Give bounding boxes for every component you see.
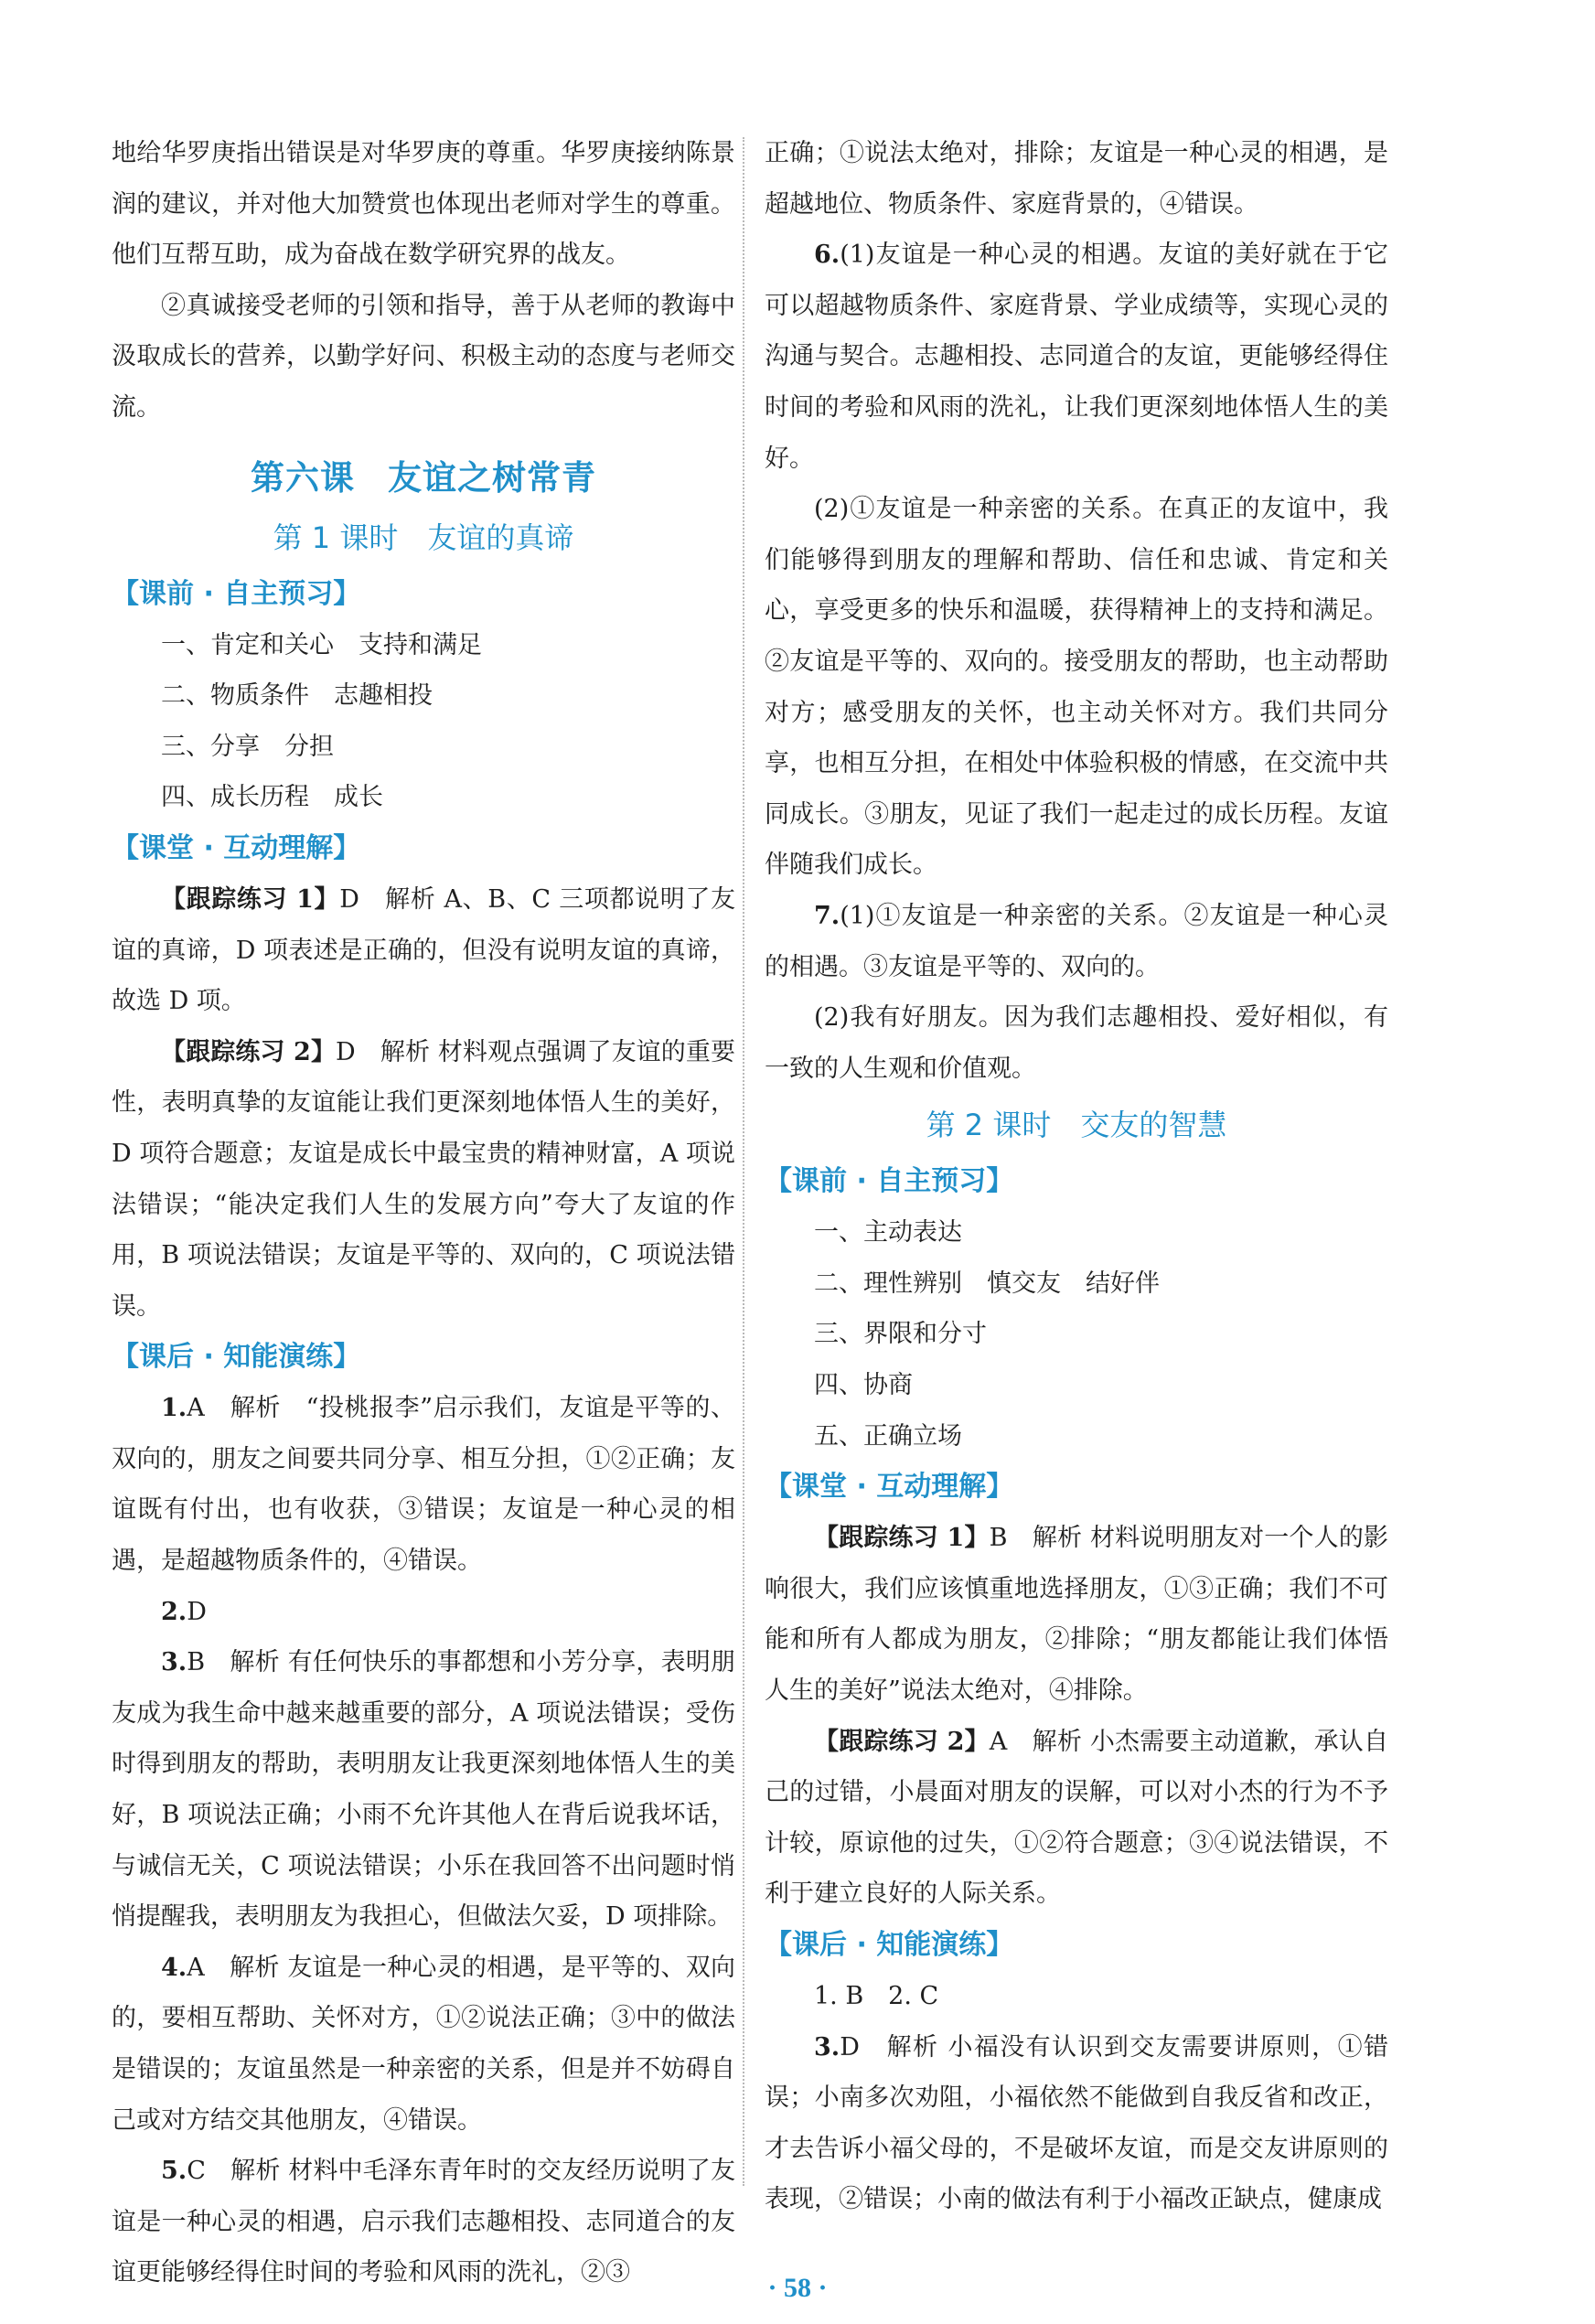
question-7-part-1 (765, 891, 1388, 992)
question-2 (112, 1587, 735, 1638)
section-class-heading: 【课堂 · 互动理解】 (112, 831, 361, 864)
period-1-title (112, 510, 735, 565)
column-divider (743, 137, 744, 2186)
track-exercise-1 (765, 1513, 1388, 1716)
question-number: 3. (161, 1648, 187, 1677)
preview-item: 二、理性辨别 慎交友 结好伴 (814, 1269, 1160, 1298)
section-class-heading: 【课堂 · 互动理解】 (765, 1471, 1014, 1504)
question-number: 3. (814, 2032, 840, 2062)
question-3 (765, 2022, 1388, 2225)
question-6-part-1 (765, 230, 1388, 484)
question-answer: C 解析 材料中毛泽东青年时的交友经历说明了友谊是一种心灵的相遇，启示我们志趣相投、志同道合的友谊更能够经得住时间的考验和风雨的洗礼，②③ (112, 2157, 735, 2287)
track-2-text: A 解析 小杰需要主动道歉，承认自己的过错，小晨面对朋友的误解，可以对小杰的行为不予计较，原谅他的过失，①②符合题意；③④说法错误，不利于建立良好的人际关系。 (765, 1727, 1388, 1909)
track-1-label: 【跟踪练习 1】 (161, 884, 340, 914)
period-2-title (765, 1098, 1388, 1152)
question-answer: D 解析 小福没有认识到交友需要讲原则，①错误；小南多次劝阻，小福依然不能做到自我反省和改正，才去告诉小福父母的，不是破坏友谊，而是交友讲原则的表现，②错误；小南的做法有利于小福改正缺点，健康成 (765, 2032, 1388, 2214)
preview-item: 四、协商 (814, 1371, 913, 1400)
track-1-text: B 解析 材料说明朋友对一个人的影响很大，我们应该慎重地选择朋友，①③正确；我们不可能和所有人都成为朋友，②排除；“朋友都能让我们体悟人生的美好”说法太绝对，④排除。 (765, 1524, 1388, 1706)
question-answer: A 解析 “投桃报李”启示我们，友谊是平等的、双向的，朋友之间要共同分享、相互分担，①②正确；友谊既有付出，也有收获，③错误；友谊是一种心灵的相遇，是超越物质条件的，④错误。 (112, 1394, 735, 1576)
preview-item: 二、物质条件 志趣相投 (161, 681, 433, 711)
track-exercise-2 (112, 1027, 735, 1333)
preview-item: 三、界限和分寸 (814, 1320, 987, 1349)
section-preview-heading: 【课前 · 自主预习】 (112, 577, 361, 610)
question-answer: D (187, 1597, 207, 1626)
continued-answer: 正确；①说法太绝对，排除；友谊是一种心灵的相遇，是超越地位、物质条件、家庭背景的，④错误。 (765, 139, 1388, 219)
track-2-label: 【跟踪练习 2】 (161, 1037, 337, 1066)
period-1-number: 第 1 课时 (273, 519, 399, 555)
preview-item: 一、肯定和关心 支持和满足 (161, 630, 482, 659)
question-answer: (1)①友谊是一种亲密的关系。②友谊是一种心灵的相遇。③友谊是平等的、双向的。 (765, 901, 1388, 981)
question-number: 7. (814, 901, 840, 930)
lesson-title (112, 450, 735, 507)
left-column (112, 128, 735, 2298)
track-1-label: 【跟踪练习 1】 (814, 1524, 990, 1553)
preview-item: 四、成长历程 成长 (161, 783, 383, 812)
question-number: 5. (161, 2157, 187, 2186)
lesson-name: 友谊之树常青 (388, 457, 596, 498)
period-2-name: 交友的智慧 (1080, 1108, 1227, 1143)
track-1-text: D 解析 A、B、C 三项都说明了友谊的真谛，D 项表述是正确的，但没有说明友谊的真谛，故选 D 项。 (112, 884, 735, 1016)
section-preview-heading: 【课前 · 自主预习】 (765, 1165, 1014, 1198)
preview-item: 三、分享 分担 (161, 732, 334, 761)
question-number: 2. (161, 1597, 187, 1626)
question-7-part-2: (2)我有好朋友。因为我们志趣相投、爱好相似，有一致的人生观和价值观。 (765, 1003, 1388, 1083)
question-4 (112, 1943, 735, 2146)
question-number: 1. (161, 1394, 187, 1423)
question-1 (112, 1383, 735, 1586)
question-3 (112, 1637, 735, 1943)
question-number: 6. (814, 241, 840, 270)
track-2-text: D 解析 材料观点强调了友谊的重要性，表明真挚的友谊能让我们更深刻地体悟人生的美好，D 项符合题意；友谊是成长中最宝贵的精神财富，A 项说法错误；“能决定我们人生的发展方向”夸大了友谊的作用，B 项说法错误；友谊是平等的、双向的，C 项说法错误。 (112, 1037, 735, 1321)
period-2-number: 第 2 课时 (926, 1108, 1052, 1143)
track-exercise-1 (112, 874, 735, 1027)
questions-1-2: 1. B 2. C (814, 1982, 939, 2010)
preview-item: 五、正确立场 (814, 1421, 962, 1451)
section-after-heading: 【课后 · 知能演练】 (765, 1929, 1014, 1961)
question-answer: A 解析 友谊是一种心灵的相遇，是平等的、双向的，要相互帮助、关怀对方，①②说法正确；③中的做法是错误的；友谊虽然是一种亲密的关系，但是并不妨碍自己或对方结交其他朋友，④错误。 (112, 1953, 735, 2135)
question-answer: (1)友谊是一种心灵的相遇。友谊的美好就在于它可以超越物质条件、家庭背景、学业成绩等，实现心灵的沟通与契合。志趣相投、志同道合的友谊，更能够经得住时间的考验和风雨的洗礼，让我们更深刻地体悟人生的美好。 (765, 241, 1388, 473)
intro-paragraph-1: 地给华罗庚指出错误是对华罗庚的尊重。华罗庚接纳陈景润的建议，并对他大加赞赏也体现出老师对学生的尊重。他们互帮互助，成为奋战在数学研究界的战友。 (112, 139, 735, 270)
preview-item: 一、主动表达 (814, 1218, 962, 1248)
track-2-label: 【跟踪练习 2】 (814, 1727, 990, 1756)
lesson-number: 第六课 (251, 457, 355, 498)
question-number: 4. (161, 1953, 187, 1982)
question-6-part-2: (2)①友谊是一种亲密的关系。在真正的友谊中，我们能够得到朋友的理解和帮助、信任和忠诚、肯定和关心，享受更多的快乐和温暖，获得精神上的支持和满足。②友谊是平等的、双向的。接受朋友的帮助，也主动帮助对方；感受朋友的关怀，也主动关怀对方。我们共同分享，也相互分担，在相处中体验积极的情感，在交流中共同成长。③朋友，见证了我们一起走过的成长历程。友谊伴随我们成长。 (765, 495, 1388, 880)
right-column (765, 128, 1388, 2225)
intro-paragraph-2: ②真诚接受老师的引领和指导，善于从老师的教诲中汲取成长的营养，以勤学好问、积极主动的态度与老师交流。 (112, 291, 735, 422)
question-answer: B 解析 有任何快乐的事都想和小芳分享，表明朋友成为我生命中越来越重要的部分，A 项说法错误；受伤时得到朋友的帮助，表明朋友让我更深刻地体悟人生的美好，B 项说法正确；小雨不允许其他人在背后说我坏话，与诚信无关，C 项说法错误；小乐在我回答不出问题时悄悄提醒我，表明朋友为我担心，但做法欠妥，D 项排除。 (112, 1648, 735, 1932)
section-after-heading: 【课后 · 知能演练】 (112, 1341, 361, 1374)
track-exercise-2 (765, 1717, 1388, 1920)
page-number: · 58 · (767, 2273, 828, 2303)
period-1-name: 友谊的真谛 (427, 519, 574, 555)
